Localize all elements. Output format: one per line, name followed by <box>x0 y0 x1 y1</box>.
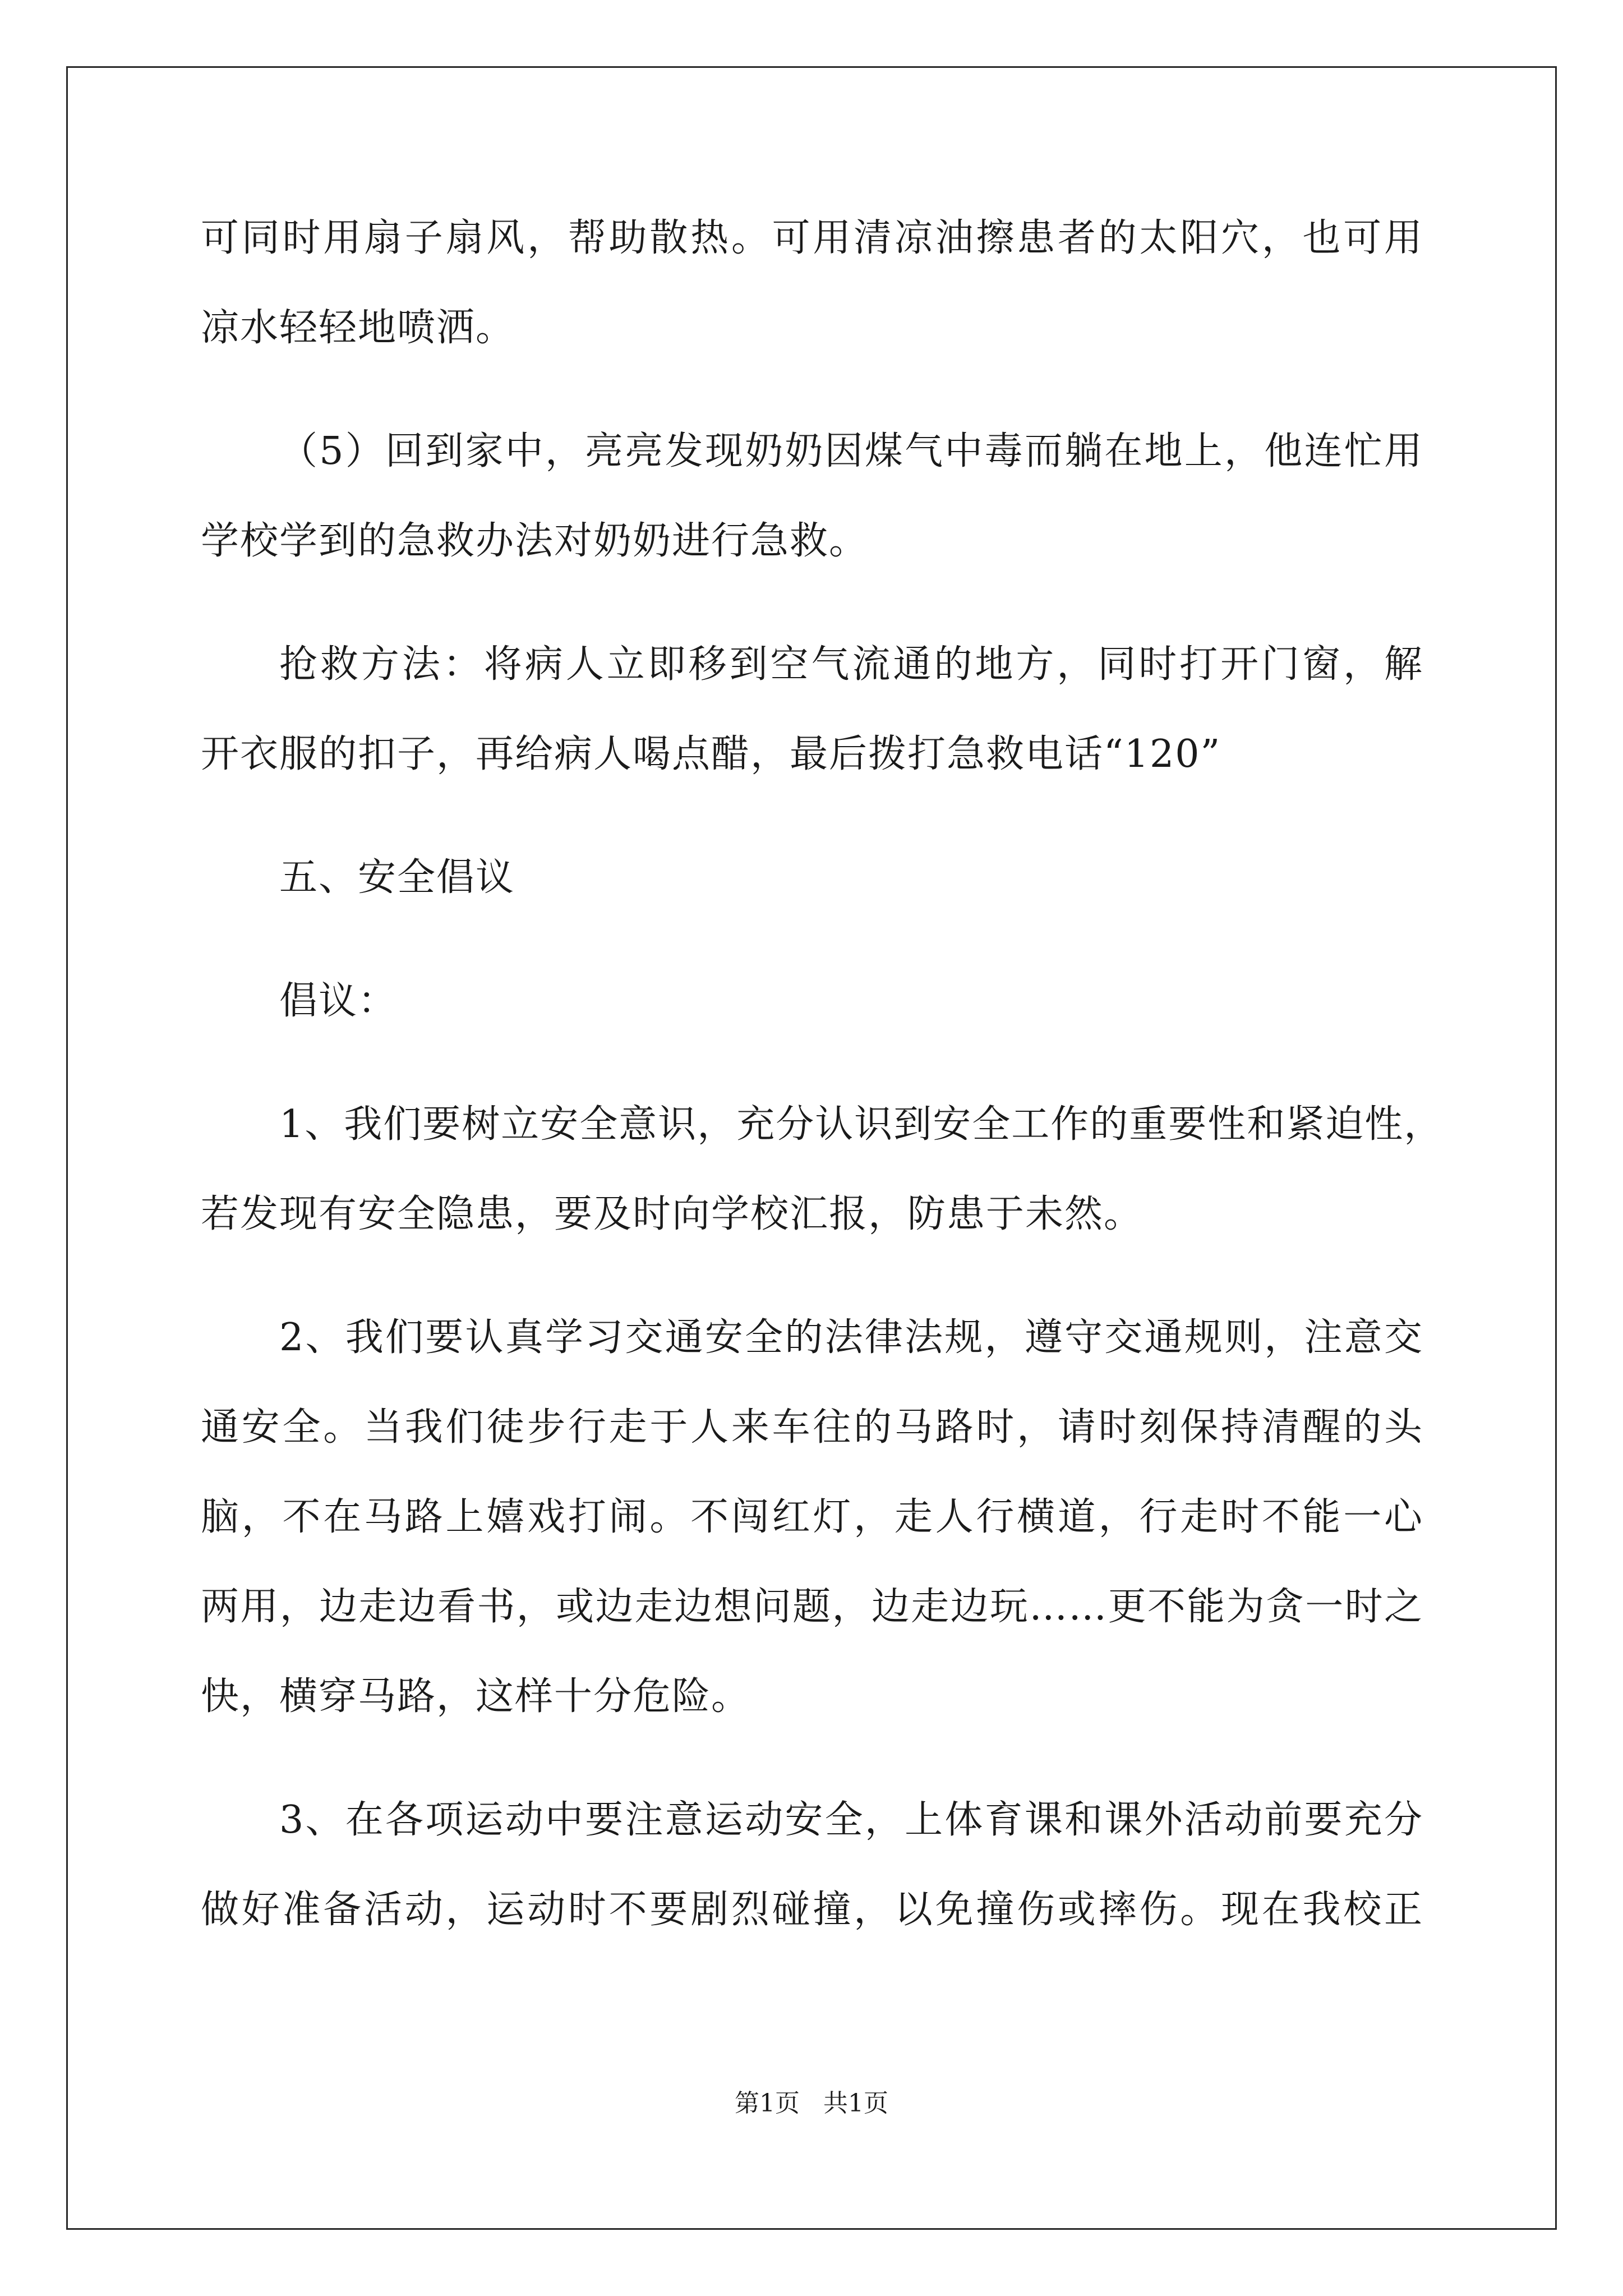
text-line-14: 两用，边走边看书，或边走边想问题，边走边玩……更不能为贪一时之 <box>201 1585 1423 1629</box>
text-line-16: 3、在各项运动中要注意运动安全，上体育课和课外活动前要充分 <box>279 1798 1423 1842</box>
text-line-9: 1、我们要树立安全意识，充分认识到安全工作的重要性和紧迫性， <box>279 1102 1444 1147</box>
text-line-11: 2、我们要认真学习交通安全的法律法规，遵守交通规则，注意交 <box>279 1315 1423 1360</box>
text-line-13: 脑，不在马路上嬉戏打闹。不闯红灯，走人行横道，行走时不能一心 <box>201 1495 1423 1539</box>
text-line-10: 若发现有安全隐患，要及时向学校汇报，防患于未然。 <box>201 1192 1144 1236</box>
text-line-2: 凉水轻轻地喷洒。 <box>201 306 515 350</box>
text-line-15: 快，横穿马路，这样十分危险。 <box>201 1674 751 1719</box>
text-line-1: 可同时用扇子扇风，帮助散热。可用清凉油擦患者的太阳穴，也可用 <box>201 216 1423 260</box>
text-line-5: 抢救方法：将病人立即移到空气流通的地方，同时打开门窗，解 <box>279 642 1423 687</box>
section-heading: 五、安全倡议 <box>279 855 515 900</box>
text-line-17: 做好准备活动，运动时不要剧烈碰撞，以免撞伤或摔伤。现在我校正 <box>201 1888 1423 1932</box>
page-footer: 第1页 共1页 <box>735 2089 888 2118</box>
text-line-4: 学校学到的急救办法对奶奶进行急救。 <box>201 519 869 563</box>
text-line-12: 通安全。当我们徒步行走于人来车往的马路时，请时刻保持清醒的头 <box>201 1405 1423 1450</box>
text-line-3: （5）回到家中，亮亮发现奶奶因煤气中毒而躺在地上，他连忙用 <box>279 429 1423 473</box>
text-line-6: 开衣服的扣子，再给病人喝点醋，最后拨打急救电话“120” <box>201 732 1221 776</box>
proposal-label: 倡议： <box>279 979 398 1023</box>
